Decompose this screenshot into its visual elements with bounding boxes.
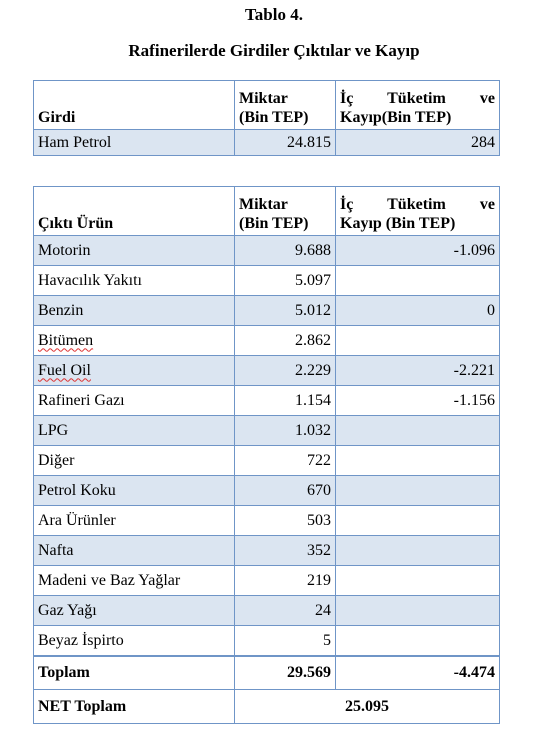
total-row [34,656,500,690]
header-loss-line1: İç Tüketim ve [340,196,495,213]
row-loss [336,566,500,596]
row-loss [336,446,500,476]
row-amount: 5 [235,626,336,657]
header-amount-line2: (Bin TEP) [239,215,309,232]
table-row [34,506,500,536]
row-label: Benzin [34,296,235,326]
row-loss [336,596,500,626]
row-amount: 670 [235,476,336,506]
row-amount: 24 [235,596,336,626]
row-amount: 1.032 [235,416,336,446]
row-loss [336,326,500,356]
row-label: Havacılık Yakıtı [34,266,235,296]
row-label: Ham Petrol [34,130,235,156]
header-amount [235,81,336,130]
table-row [34,130,500,156]
table-row [34,476,500,506]
output-rows [34,236,500,657]
row-label: Petrol Koku [34,476,235,506]
row-amount: 2.229 [235,356,336,386]
header-amount-line2: (Bin TEP) [239,109,309,126]
row-loss [336,506,500,536]
header-loss [336,187,500,236]
row-amount: 503 [235,506,336,536]
row-label: Rafineri Gazı [34,386,235,416]
table-row [34,626,500,657]
row-label: Ara Ürünler [34,506,235,536]
table-row [34,416,500,446]
row-loss [336,626,500,657]
table-title: Rafinerilerde Girdiler Çıktılar ve Kayıp [128,41,420,60]
row-label [34,356,235,386]
total-amount: 29.569 [235,656,336,690]
header-girdi: Girdi [34,81,235,130]
row-loss [336,536,500,566]
input-header-row [34,81,500,130]
header-amount [235,187,336,236]
row-loss: 0 [336,296,500,326]
row-label: Nafta [34,536,235,566]
output-table [33,186,500,724]
row-label [34,326,235,356]
table-row [34,266,500,296]
header-amount-line1: Miktar [239,196,288,213]
table-row [34,326,500,356]
header-loss-line1: İç Tüketim ve [340,90,495,107]
row-amount: 352 [235,536,336,566]
header-output-product: Çıktı Ürün [34,187,235,236]
row-label: Madeni ve Baz Yağlar [34,566,235,596]
row-label: Motorin [34,236,235,266]
row-amount: 219 [235,566,336,596]
table-row [34,596,500,626]
total-loss: -4.474 [336,656,500,690]
row-label: Diğer [34,446,235,476]
row-amount: 1.154 [235,386,336,416]
row-loss: -1.096 [336,236,500,266]
spellcheck-flagged-word: Bitümen [38,331,94,349]
row-loss: -2.221 [336,356,500,386]
header-loss [336,81,500,130]
row-loss [336,416,500,446]
header-loss-line2: Kayıp (Bin TEP) [340,215,456,232]
net-total-label: NET Toplam [34,690,235,724]
table-number: Tablo 4. [245,5,303,24]
row-loss: -1.156 [336,386,500,416]
table-row [34,236,500,266]
row-amount: 2.862 [235,326,336,356]
table-row [34,536,500,566]
net-total-row [34,690,500,724]
header-amount-line1: Miktar [239,90,288,107]
row-loss [336,266,500,296]
spellcheck-flagged-word: Fuel Oil [38,361,91,379]
table-row [34,386,500,416]
table-row [34,296,500,326]
row-label: Gaz Yağı [34,596,235,626]
row-amount: 24.815 [235,130,336,156]
row-loss: 284 [336,130,500,156]
table-row [34,446,500,476]
row-label: Beyaz İspirto [34,626,235,657]
row-amount: 722 [235,446,336,476]
total-label: Toplam [34,656,235,690]
table-row [34,356,500,386]
row-amount: 5.012 [235,296,336,326]
header-loss-line2: Kayıp(Bin TEP) [340,109,452,126]
net-total-value: 25.095 [235,690,500,724]
output-header-row [34,187,500,236]
input-table [33,80,500,156]
row-label: LPG [34,416,235,446]
row-amount: 5.097 [235,266,336,296]
table-row [34,566,500,596]
row-loss [336,476,500,506]
row-amount: 9.688 [235,236,336,266]
